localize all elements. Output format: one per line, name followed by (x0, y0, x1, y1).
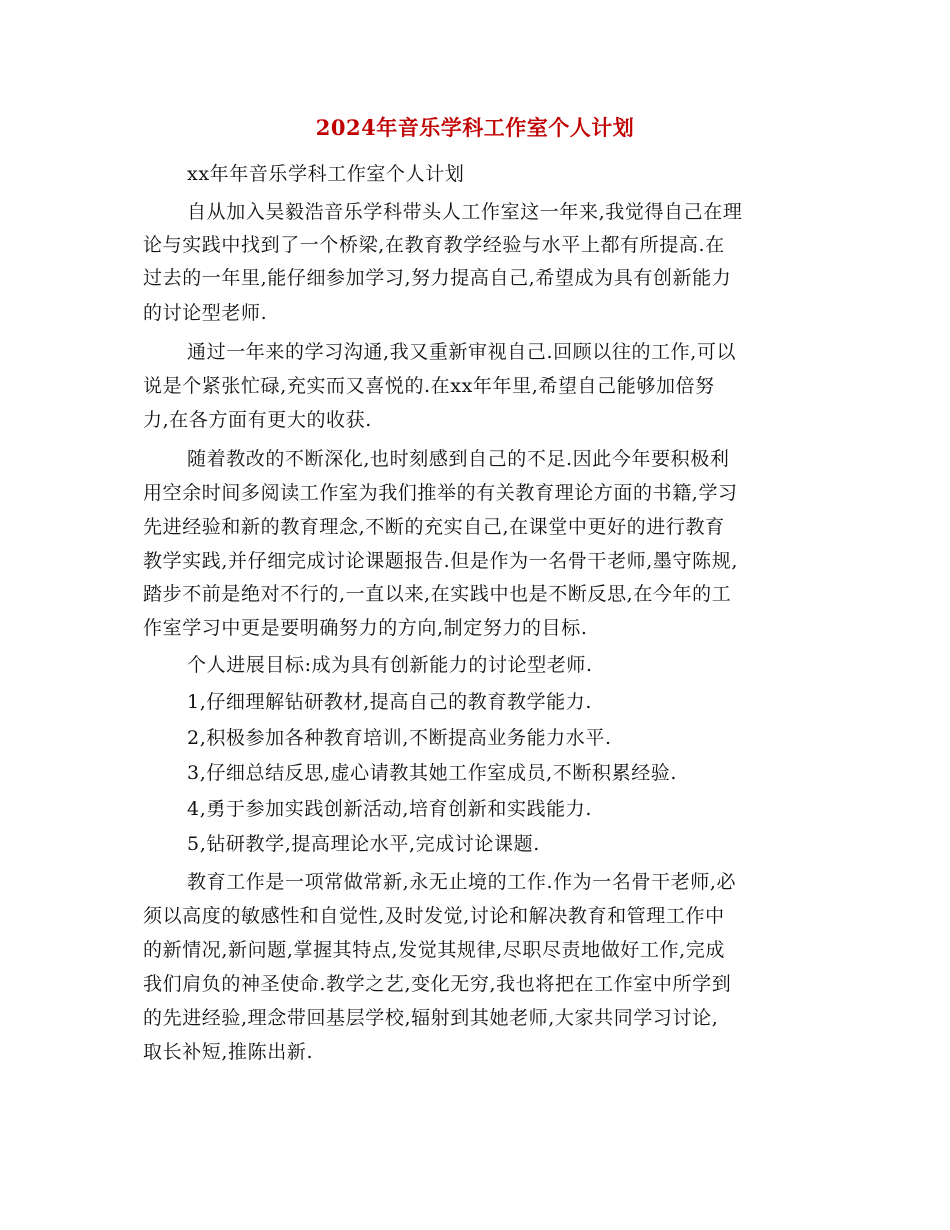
paragraph-4-line-1: 教育工作是一项常做常新,永无止境的工作.作为一名骨干老师,必 (187, 871, 737, 893)
paragraph-3-line-3: 先进经验和新的教育理念,不断的充实自己,在课堂中更好的进行教育 (143, 516, 725, 538)
subtitle-line: xx年年音乐学科工作室个人计划 (187, 163, 465, 185)
goal-item-3: 3,仔细总结反思,虚心请教其她工作室成员,不断积累经验. (187, 762, 678, 784)
goal-item-2: 2,积极参加各种教育培训,不断提高业务能力水平. (187, 727, 612, 749)
paragraph-2-line-2: 说是个紧张忙碌,充实而又喜悦的.在xx年年里,希望自己能够加倍努 (143, 375, 715, 397)
paragraph-1-line-2: 论与实践中找到了一个桥梁,在教育教学经验与水平上都有所提高.在 (143, 234, 725, 256)
paragraph-3-line-2: 用空余时间多阅读工作室为我们推举的有关教育理论方面的书籍,学习 (143, 482, 738, 504)
paragraph-3-line-5: 踏步不前是绝对不行的,一直以来,在实践中也是不断反思,在今年的工 (143, 583, 732, 605)
paragraph-3-line-4: 教学实践,并仔细完成讨论课题报告.但是作为一名骨干老师,墨守陈规, (143, 550, 738, 572)
goal-heading: 个人进展目标:成为具有创新能力的讨论型老师. (187, 654, 593, 676)
paragraph-3-line-1: 随着教改的不断深化,也时刻感到自己的不足.因此今年要积极利 (187, 448, 730, 470)
paragraph-4-line-2: 须以高度的敏感性和自觉性,及时发觉,讨论和解决教育和管理工作中 (143, 905, 725, 927)
goal-item-4: 4,勇于参加实践创新活动,培育创新和实践能力. (187, 798, 593, 820)
paragraph-4-line-5: 的先进经验,理念带回基层学校,辐射到其她老师,大家共同学习讨论, (143, 1007, 719, 1029)
document-title: 2024年音乐学科工作室个人计划 (315, 115, 635, 140)
paragraph-4-line-4: 我们肩负的神圣使命.教学之艺,变化无穷,我也将把在工作室中所学到 (143, 973, 732, 995)
paragraph-4-line-3: 的新情况,新问题,掌握其特点,发觉其规律,尽职尽责地做好工作,完成 (143, 939, 725, 961)
paragraph-2-line-3: 力,在各方面有更大的收获. (143, 409, 372, 431)
paragraph-4-line-6: 取长补短,推陈出新. (143, 1041, 314, 1063)
goal-item-5: 5,钻研教学,提高理论水平,完成讨论课题. (187, 833, 540, 855)
paragraph-2-line-1: 通过一年来的学习沟通,我又重新审视自己.回顾以往的工作,可以 (187, 341, 737, 363)
paragraph-1-line-3: 过去的一年里,能仔细参加学习,努力提高自己,希望成为具有创新能力 (143, 267, 732, 289)
paragraph-1-line-1: 自从加入吴毅浩音乐学科带头人工作室这一年来,我觉得自己在理 (187, 201, 743, 223)
paragraph-3-line-6: 作室学习中更是要明确努力的方向,制定努力的目标. (143, 617, 588, 639)
goal-item-1: 1,仔细理解钻研教材,提高自己的教育教学能力. (187, 691, 593, 713)
paragraph-1-line-4: 的讨论型老师. (143, 302, 268, 324)
